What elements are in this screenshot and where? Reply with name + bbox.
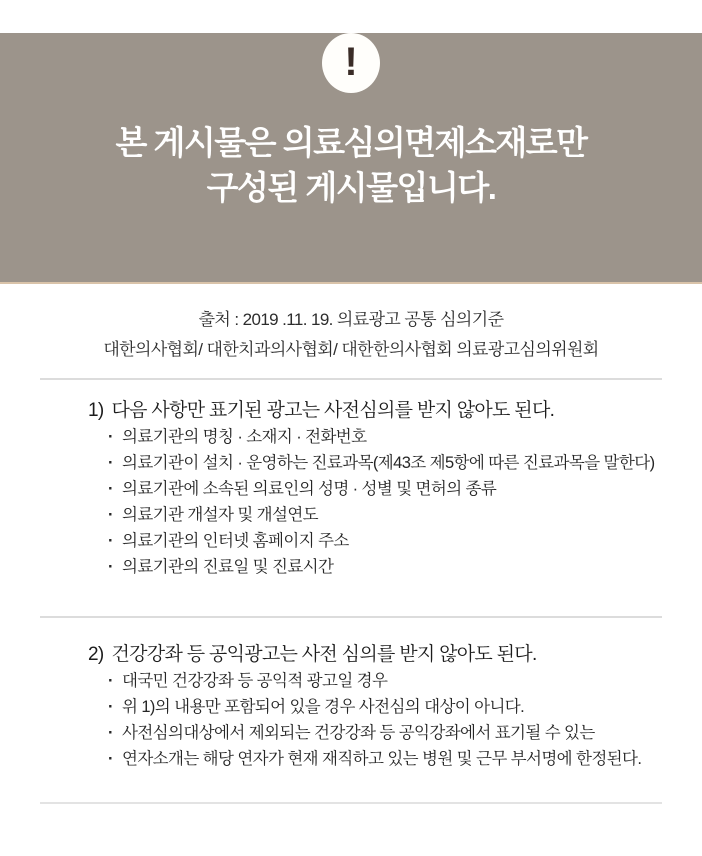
banner-title-line2: 구성된 게시물입니다. <box>206 169 496 206</box>
source-citation <box>0 305 702 365</box>
bullet-icon: · <box>108 558 113 576</box>
source-line2: 대한의사협회/ 대한치과의사협회/ 대한한의사협회 의료광고심의위원회 <box>103 340 599 359</box>
source-line1: 출처 : 2019 .11. 19. 의료광고 공통 심의기준 <box>198 310 504 329</box>
list-item-text: 의료기관의 진료일 및 진료시간 <box>122 558 334 576</box>
exclamation-icon: ! <box>344 39 358 84</box>
list-item-text: 의료기관이 설치 · 운영하는 진료과목(제43조 제5항에 따른 진료과목을 말한다) <box>122 454 655 472</box>
section-2-heading-text: 건강강좌 등 공익광고는 사전 심의를 받지 않아도 된다. <box>111 644 537 665</box>
section-1-list <box>40 424 662 580</box>
section-2-heading <box>40 642 662 668</box>
bullet-icon: · <box>108 698 113 716</box>
list-item-text: 사전심의대상에서 제외되는 건강강좌 등 공익강좌에서 표기될 수 있는 <box>122 724 595 742</box>
list-item <box>108 424 662 450</box>
notice-banner <box>0 33 702 284</box>
section-1-heading <box>40 398 662 424</box>
bullet-icon: · <box>108 454 113 472</box>
list-item <box>108 746 662 772</box>
section-2-list <box>40 668 662 720</box>
list-item-text: 의료기관 개설자 및 개설연도 <box>122 506 319 524</box>
list-item <box>108 450 662 476</box>
list-item <box>108 528 662 554</box>
section-1-number: 1) <box>88 400 104 421</box>
alert-circle <box>322 33 380 93</box>
bullet-icon: · <box>108 724 113 742</box>
list-item-text: 대국민 건강강좌 등 공익적 광고일 경우 <box>122 672 388 690</box>
divider <box>40 802 662 804</box>
section-1-heading-text: 다음 사항만 표기된 광고는 사전심의를 받지 않아도 된다. <box>111 400 555 421</box>
section-2-list-continued <box>40 720 662 772</box>
notice-page <box>0 33 702 856</box>
list-item-text: 의료기관에 소속된 의료인의 성명 · 성별 및 면허의 종류 <box>122 480 497 498</box>
bullet-icon: · <box>108 672 113 690</box>
banner-title <box>0 120 702 210</box>
list-item <box>108 668 662 694</box>
bullet-icon: · <box>108 480 113 498</box>
section-2-number: 2) <box>88 644 104 665</box>
bullet-icon: · <box>108 506 113 524</box>
bullet-icon: · <box>108 428 113 446</box>
list-item <box>108 694 662 720</box>
list-item-text: 위 1)의 내용만 포함되어 있을 경우 사전심의 대상이 아니다. <box>122 698 525 716</box>
list-item-text: 의료기관의 명칭 · 소재지 · 전화번호 <box>122 428 367 446</box>
divider <box>40 378 662 380</box>
list-item <box>108 502 662 528</box>
list-item <box>108 476 662 502</box>
banner-title-line1: 본 게시물은 의료심의면제소재로만 <box>115 124 587 161</box>
list-item-text: 의료기관의 인터넷 홈페이지 주소 <box>122 532 349 550</box>
bullet-icon: · <box>108 532 113 550</box>
list-item <box>108 720 662 746</box>
list-item-text: 연자소개는 해당 연자가 현재 재직하고 있는 병원 및 근무 부서명에 한정된다. <box>122 750 642 768</box>
bullet-icon: · <box>108 750 113 768</box>
list-item <box>108 554 662 580</box>
divider <box>40 616 662 618</box>
